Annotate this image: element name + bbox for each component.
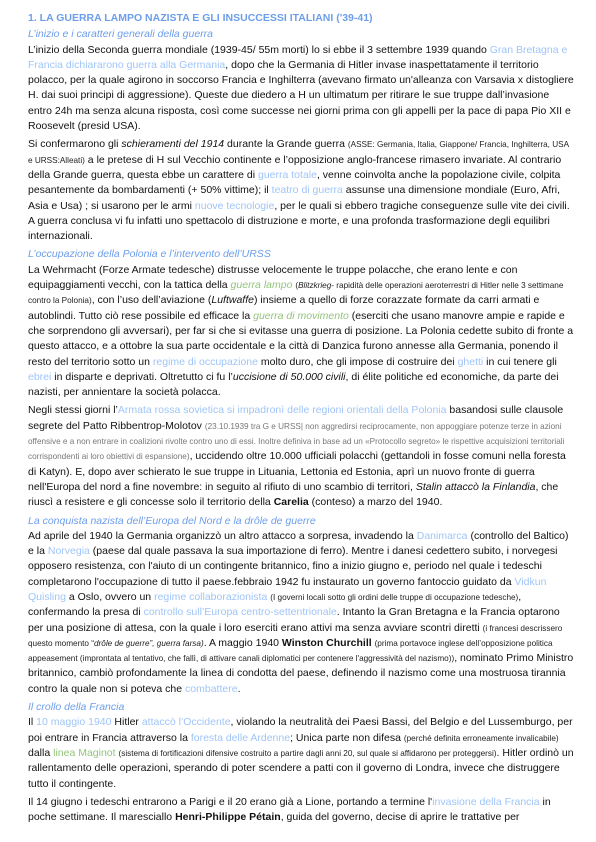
section-subtitle: L’inizio e i caratteri generali della guerra	[28, 28, 214, 41]
text-run-styled: Vidkun Quisling	[28, 575, 547, 603]
text-run-styled: ebrei	[28, 370, 52, 383]
text-run-styled: (prima portavoce inglese dell’opposizione politica	[374, 638, 553, 648]
text-run-styled: invasione della Francia	[432, 795, 540, 808]
text-run-styled: guerra lampo	[230, 279, 293, 292]
text-run: (paese dal quale passava la sua importazione di ferro). Mentre i danesi cedettero subito, i norvegesi opposero resistenza, con l'aiuto di un contingente britannico, fino a inizio giugno e, periodo nel quale i tedeschi completarono l'occupazione di tutto il paese.febbraio 1942 fu instaurato un governo fantoccio guidato da	[28, 545, 558, 588]
text-run-styled: Blitzkrieg	[298, 281, 332, 291]
document-page	[28, 11, 574, 828]
text-run: molto duro, che gli impose di costruire dei	[257, 355, 458, 368]
text-run-styled: ghetti	[457, 355, 484, 368]
text-run: in disparte e deprivati. Oltretutto ci fu l’	[51, 370, 233, 383]
text-run-styled: Stalin attaccò la Finlandia	[415, 480, 536, 493]
text-run: , con l’uso dell’aviazione (	[91, 294, 212, 307]
text-run: . Intanto la Gran Bretagna e la Francia optarono per una posizione di attesa, con la quale i loro eserciti erano attivi ma senza avviare scontri diretti	[28, 606, 560, 634]
text-run: , venne coinvolta anche la popolazione civile, colpita pesantemente da bombardamenti (+ 50% vittime); il	[28, 168, 561, 197]
text-run-styled: Luftwaffe	[211, 294, 254, 307]
section-subtitle: Il crollo della Francia	[28, 701, 125, 714]
text-run: Si confermarono gli	[28, 138, 122, 151]
text-run: , guida del governo, decise di aprire le trattative per	[280, 811, 520, 824]
text-run-styled: Danimarca	[416, 529, 468, 542]
text-run-styled: (23.10.1939 tra G e URSS| non aggredirsi reciprocamente, non appoggiare potenze terze in azioni offensive e a non entrare in coalizioni rivolte contro uno di essi. Inoltre definiva in base ad un «Protocollo segreto» le rispettive acquisizioni territoriali corrispondenti ai loro obiettivi di espansione)	[28, 421, 565, 462]
text-run: , dopo che la Germania di Hitler invase inaspettatamente il territorio polacco, per la quale agirono in soccorso Francia e Inghilterra (avevano firmato un'alleanza con Varsavia x distogliere H. dai suoi principi di aggressione). Queste due diedero a H un ultimatum per ritirare le sue truppe dall’invasione entro 24h ma senza alcuna risposta, così come successe nei giorni prima con gli appelli per la pace di papa Pio XII e Roosevelt (presid USA).	[28, 58, 574, 133]
text-run-styled: linea Maginot	[53, 746, 116, 759]
text-run: dalla	[28, 746, 54, 759]
text-run-styled: teatro di guerra	[271, 184, 343, 197]
text-run: , che riuscì a resistere e gli concesse solo il territorio della	[28, 480, 559, 509]
text-run: L’inizio della Seconda guerra mondiale (1939-45/ 55m morti) lo si ebbe il 3 settembre 1939 quando	[28, 43, 490, 56]
paragraph	[28, 715, 574, 791]
text-run: (eserciti che usano manovre ampie e rapide e che sorprendono gli avversari), per far si che si evitasse una guerra di posizione. La Polonia cedette subito di fronte a questo attacco, e a ottobre la sua parte occidentale e la città di Danzica furono annesse alla Germania, ponendo il resto del territorio sotto un	[28, 309, 574, 368]
text-run-styled: Winston Churchill	[281, 636, 372, 649]
text-run: . Hitler ordinò un rallentamento delle operazioni, sperando di poter scendere a patti con il governo di Londra, invece che distruggere tutto il contingente.	[28, 746, 574, 790]
text-run-styled: combattere	[185, 682, 238, 695]
text-run-styled: Henri-Philippe Pétain	[175, 811, 281, 824]
text-run: Negli stessi giorni l’	[28, 404, 118, 417]
text-run: , per le quali si ebbero tragiche conseguenze sulle vite dei civili. A guerra conclusa vi fu infatti uno spettacolo di distruzione e morte, e una profonda trasformazione degli equilibri internazionali.	[28, 199, 570, 243]
text-run-styled: schieramenti del 1914	[121, 138, 225, 151]
text-run: ; Unica parte non difesa	[290, 731, 404, 744]
text-run-styled: attaccò l’Occidente	[141, 716, 231, 729]
text-run: La Wehrmacht (Forze Armate tedesche) distrusse velocemente le truppe polacche, che erano lente e con equipaggiamenti vecchi, con la tattica della	[28, 263, 518, 292]
text-run-styled: nuove tecnologie	[194, 199, 275, 212]
text-run-styled: Armata rossa sovietica si impadronì delle regioni orientali della Polonia	[117, 404, 447, 417]
section-subtitle: L’occupazione della Polonia e l’intervento dell’URSS	[28, 248, 271, 261]
text-run: Il	[28, 716, 37, 729]
text-run-styled: regime di occupazione	[152, 355, 258, 368]
text-run-styled: 10 maggio 1940	[36, 716, 112, 729]
text-run-styled: controllo sull’Europa centro-settentrionale	[143, 606, 337, 619]
text-run: Hitler	[111, 716, 142, 729]
text-run: a le pretese di H sul Vecchio continente e l’opposizione anglo-francese rimasero invariate. Al contrario della Grande guerra, questa ebbe un carattere di	[28, 153, 562, 181]
paragraph	[28, 403, 574, 510]
document-title: 1. LA GUERRA LAMPO NAZISTA E GLI INSUCCESSI ITALIANI ('39-41)	[28, 12, 373, 24]
text-run-styled: (improntata al tentativo, che fallì, di attivare canali diplomatici per contenere l'aggressività del nazismo))	[77, 654, 455, 664]
text-run: a Oslo, ovvero un	[65, 590, 155, 603]
text-run-styled: uccisione di 50.000 civili	[232, 370, 346, 383]
document-body	[28, 27, 574, 825]
text-run: basandosi sulle clausole segrete del Patto Ribbentrop-Molotov	[28, 404, 564, 432]
text-run: .	[237, 682, 241, 695]
text-run: Ad aprile del 1940 la Germania organizzò un altro attacco a sorpresa, invadendo la	[28, 529, 417, 542]
text-run: , uccidendo oltre 10.000 ufficiali polacchi (gettandoli in fosse comuni nella foresta di Katyn). E, dopo aver schierato le sue truppe in Lituania, Lettonia ed Estonia, aprì un nuovo fronte di guerra nell'Europa del nord a fine novembre: in seguito al rifiuto di uno scambio di territori,	[28, 450, 566, 493]
text-run: (conteso) a marzo del 1940.	[308, 496, 443, 509]
paragraph	[28, 795, 574, 826]
text-run: ) insieme a quello di forze corazzate formate da carri armati e autoblindi. Tutto ciò rese possibile ed efficace la	[28, 294, 540, 322]
text-run: Il 14 giugno i tedeschi entrarono a Parigi e il 20 erano già a Lione, portando a termine l'	[28, 795, 433, 808]
text-run: durante la Grande guerra	[224, 138, 348, 151]
text-run-styled: (sistema di fortificazioni difensive costruito a partire dagli anni 20, sul quale si affidarono per proteggersi)	[118, 748, 497, 758]
text-run: , confermando la presa di	[28, 590, 522, 619]
text-run: , nominato Primo Ministro britannico, cambiò profondamente la linea di condotta del paese, definendo il nazismo come una mostruosa tirannia contro la quale non si poteva che	[28, 652, 574, 695]
section-subtitle: La conquista nazista dell’Europa del Nord e la drôle de guerre	[28, 514, 316, 527]
text-run-styled: guerra di movimento	[253, 309, 349, 322]
text-run: . A maggio 1940	[203, 636, 282, 649]
paragraph	[28, 529, 574, 697]
text-run: in poche settimane. Il maresciallo	[28, 795, 551, 824]
text-run-styled: Norvegia	[47, 545, 90, 558]
text-run-styled: Gran Bretagna e Francia dichiararono guerra alla Germania	[28, 43, 568, 71]
paragraph	[28, 43, 574, 135]
paragraph	[28, 263, 574, 401]
text-run-styled: (perché definita erroneamente invalicabile)	[403, 733, 559, 743]
text-run: in cui tenere gli	[483, 355, 557, 368]
text-run-styled: appeasement	[28, 654, 78, 664]
text-run: , violando la neutralità dei Paesi Bassi, del Belgio e del Lussemburgo, per poi entrare in Francia attraverso la	[28, 716, 573, 744]
text-run-styled: regime collaborazionista	[154, 590, 268, 603]
text-run-styled: (	[295, 281, 299, 291]
paragraph	[28, 137, 574, 244]
text-run-styled: (ASSE: Germania, Italia, Giappone/ Francia, Inghilterra, USA e URSS:Alleati)	[28, 140, 569, 165]
text-run-styled: foresta delle Ardenne	[190, 731, 291, 744]
text-run: (controllo del Baltico) e la	[28, 529, 569, 558]
text-run-styled: (I governi locali sotto gli ordini delle truppe di occupazione tedesche)	[270, 592, 519, 602]
text-run-styled: Carelia	[273, 496, 309, 509]
text-run-styled: - rapidità delle operazioni aeroterrestri di Hitler nelle 3 settimane contro la Polonia)	[28, 281, 564, 306]
text-run-styled: (i francesi descrissero questo momento “	[28, 623, 563, 648]
text-run: assunse una dimensione mondiale (Euro, Afri, Asia e Usa) ; si usarono per le armi	[28, 184, 561, 212]
text-run-styled: guerra totale	[258, 168, 317, 181]
text-run-styled: drôle de guerre”, guerra farsa)	[94, 638, 204, 648]
text-run: , di élite politiche ed economiche, da parte dei nazisti, per annientare la società polacca.	[28, 370, 559, 399]
